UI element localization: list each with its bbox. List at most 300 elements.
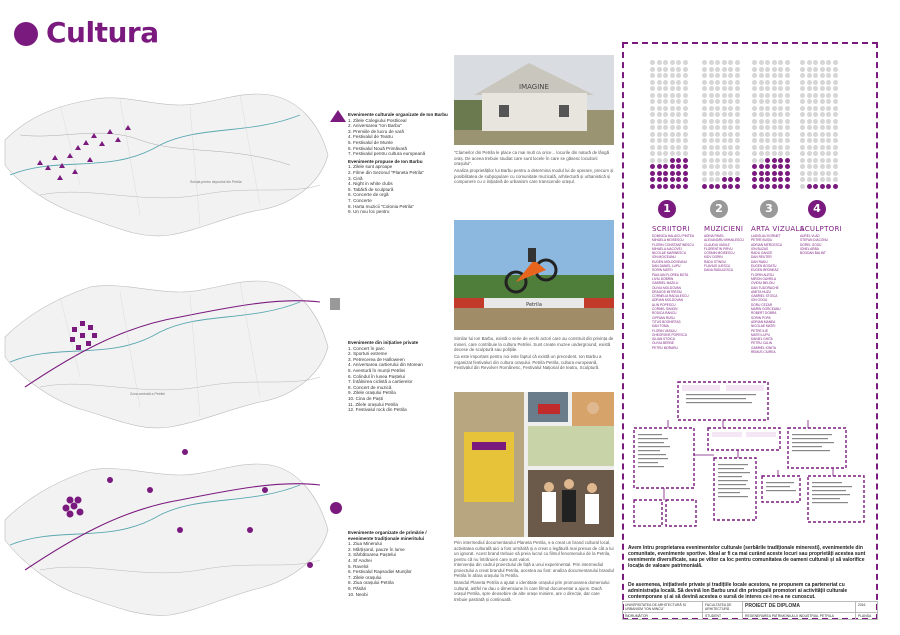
stat-dot <box>826 60 831 65</box>
stat-dot <box>709 86 714 91</box>
person-name: EUGEN BRONEAZ <box>751 268 779 273</box>
stat-dot <box>820 151 825 156</box>
stat-dot <box>807 80 812 85</box>
stat-dot <box>683 93 688 98</box>
person-name: DRAGOȘ MITRESIU <box>652 289 682 294</box>
stat-dot <box>765 93 770 98</box>
stat-dot <box>657 138 662 143</box>
stat-dot <box>785 125 790 130</box>
stat-dot <box>833 80 838 85</box>
stat-dot <box>820 112 825 117</box>
stat-dot <box>676 125 681 130</box>
person-name: SORIN POPA <box>751 315 771 320</box>
stat-dot <box>800 138 805 143</box>
person-name: OVIDIU BELOIU <box>751 281 775 286</box>
stat-dot <box>715 60 720 65</box>
legend-item: 2. Sporturi extreme <box>348 351 388 357</box>
stat-dot <box>709 99 714 104</box>
stat-dot <box>759 73 764 78</box>
stat-dot <box>670 132 675 137</box>
stat-dot <box>765 106 770 111</box>
stat-dot <box>778 184 783 189</box>
photo-sign: IMAGINE <box>519 83 549 91</box>
stat-dot <box>735 132 740 137</box>
stat-dot <box>735 125 740 130</box>
tb-faculty: FACULTATEA DE ARHITECTURĂ <box>703 602 743 613</box>
stat-dot <box>759 99 764 104</box>
stat-dot <box>778 132 783 137</box>
stat-dot <box>765 171 770 176</box>
stat-dot <box>807 86 812 91</box>
stat-dot <box>800 112 805 117</box>
stat-dot <box>709 80 714 85</box>
person-name: DAN RADU <box>751 259 768 264</box>
stat-dot <box>650 177 655 182</box>
stat-dot <box>765 67 770 72</box>
stat-dot <box>826 177 831 182</box>
stat-dot <box>778 93 783 98</box>
stat-dot <box>715 151 720 156</box>
stat-dot <box>657 171 662 176</box>
stat-dot <box>728 60 733 65</box>
stat-dot <box>728 132 733 137</box>
stat-dot <box>657 177 662 182</box>
stat-dot <box>752 86 757 91</box>
stat-dot <box>800 158 805 163</box>
stat-dot <box>759 132 764 137</box>
stat-dot <box>820 60 825 65</box>
col-header-visual-art: ARTA VIZUALA <box>751 225 805 233</box>
person-name: MIHAELA MOISESCU <box>652 238 684 243</box>
legend-item: 1. Ziua Minerului <box>348 541 382 547</box>
stat-dot <box>759 177 764 182</box>
stat-dot <box>702 67 707 72</box>
stat-dot <box>683 60 688 65</box>
stat-dot <box>765 184 770 189</box>
photo-collage <box>454 392 614 537</box>
stat-dot <box>676 138 681 143</box>
person-name: PETRU CALIN <box>751 341 773 346</box>
stat-dot <box>657 158 662 163</box>
stat-dot <box>670 164 675 169</box>
stat-dot <box>709 93 714 98</box>
stat-dot <box>833 145 838 150</box>
stat-dot <box>759 125 764 130</box>
stat-dot <box>728 184 733 189</box>
stat-dot <box>650 138 655 143</box>
stat-dot <box>670 80 675 85</box>
person-name: ANETA HUZU <box>751 289 771 294</box>
stat-dot <box>752 184 757 189</box>
stat-dot <box>683 151 688 156</box>
stat-dot <box>722 132 727 137</box>
stat-dot <box>728 177 733 182</box>
para-municipal-3: Brandul Planeta Petrila a ajutat o identitate orașului prin promovarea domeniului cultural, astfel ne dau o dimensiune în care filmul documentar a ajuns. Dacă orașul Petrila, spre deosebire de alte orașe miniere, are o direcție, dar care trebuie pastrată și continuată. <box>454 580 610 602</box>
stat-dot <box>778 138 783 143</box>
stat-dot <box>728 86 733 91</box>
stat-dot <box>826 80 831 85</box>
para-municipal-2: Intervenția din cadrul proiectului de față a unui experimental. Prin intermediul proiectului a creat brandul Petrila, acestea au fost: analiza documentarului brandul Petrila în afara orașului în Petrila. <box>454 562 614 579</box>
stat-dot <box>826 164 831 169</box>
stat-dot <box>722 177 727 182</box>
legend-item: 5. Ravelol <box>348 563 369 569</box>
stat-dot <box>650 132 655 137</box>
stat-dot <box>709 60 714 65</box>
stat-dot <box>670 99 675 104</box>
stat-dot <box>683 158 688 163</box>
map-label-2: Zona centrală a Petrilei <box>130 392 165 396</box>
person-name: ION GOGU <box>751 298 768 303</box>
stat-dot <box>759 138 764 143</box>
legend-item: 10. Neobi <box>348 591 368 597</box>
stat-dot <box>715 67 720 72</box>
stat-dot <box>813 151 818 156</box>
stat-dot <box>683 177 688 182</box>
stat-dot <box>683 106 688 111</box>
stat-dot <box>778 99 783 104</box>
legend-item: 7. Întâlnirea ciclistă a cartierelor <box>348 379 413 385</box>
stat-dot <box>735 93 740 98</box>
stat-dot <box>735 106 740 111</box>
stat-dot <box>765 151 770 156</box>
stat-dot <box>715 164 720 169</box>
stat-dot <box>702 151 707 156</box>
stat-dot <box>735 164 740 169</box>
stat-dot <box>833 132 838 137</box>
stat-dot <box>752 151 757 156</box>
legend-heading-3: Evenimente din inițiative private <box>348 340 419 345</box>
tb-student: STUDENT <box>703 613 743 620</box>
stat-dot <box>820 138 825 143</box>
number-badge-4: 4 <box>808 200 826 218</box>
stat-dot <box>676 184 681 189</box>
person-name: GABRIEL STOICA <box>751 294 778 299</box>
stat-dot <box>670 86 675 91</box>
stat-dot <box>650 67 655 72</box>
stat-dot <box>765 60 770 65</box>
stat-dot <box>800 177 805 182</box>
stat-dot <box>722 112 727 117</box>
stat-dot <box>820 80 825 85</box>
stat-dot <box>800 184 805 189</box>
stat-dot <box>676 60 681 65</box>
stat-dot <box>807 138 812 143</box>
col-header-writers: SCRIITORI <box>652 225 690 233</box>
stat-dot <box>752 119 757 124</box>
stat-dot <box>715 145 720 150</box>
stat-dot <box>657 119 662 124</box>
legend-item: 4. Festivalul de Teatru <box>348 134 393 140</box>
person-name: FLORIN CONSTANTINESCU <box>652 242 694 247</box>
stat-dot <box>820 93 825 98</box>
number-badge-3: 3 <box>760 200 778 218</box>
stat-dot <box>670 138 675 143</box>
tb-sheet: PLANȘA <box>855 613 877 620</box>
stat-dot <box>709 112 714 117</box>
person-name: ADRIAN MOLDOVAN <box>652 298 683 303</box>
person-name: NICOLAE MATEI <box>751 324 776 329</box>
legend-item: 8. Ziua orașului Petrila <box>348 580 394 586</box>
stat-dot <box>800 125 805 130</box>
stat-dot <box>772 112 777 117</box>
list-musicians <box>704 234 748 273</box>
stat-dot <box>813 138 818 143</box>
stat-dot <box>722 158 727 163</box>
stat-dot <box>765 145 770 150</box>
stat-dot <box>778 60 783 65</box>
stat-dot <box>778 171 783 176</box>
stat-dot <box>650 112 655 117</box>
col-header-musicians: MUZICIENI <box>704 225 744 233</box>
stat-dot <box>813 158 818 163</box>
stat-dot <box>728 67 733 72</box>
stat-dot <box>826 151 831 156</box>
para-barbu-2: Analiza proprietăților lui Barbu pentru a determina modul lui de operare, precum și posibilitatea de subpopulare cu comunitate muzicală, arhitectură și urbanistică și compunere cu o inițiativă de urbanism care transcende orașul. <box>454 168 614 185</box>
list-visual-art <box>751 234 797 354</box>
stat-dot <box>650 73 655 78</box>
stat-dot <box>670 119 675 124</box>
stat-dot <box>807 145 812 150</box>
stat-dot <box>650 125 655 130</box>
stat-dot <box>657 184 662 189</box>
stat-dot <box>663 119 668 124</box>
stat-dot <box>663 99 668 104</box>
stat-dot <box>735 177 740 182</box>
stat-dot <box>683 132 688 137</box>
stat-dot <box>722 99 727 104</box>
stat-dot <box>735 158 740 163</box>
stat-dot <box>650 106 655 111</box>
stat-dot <box>663 145 668 150</box>
stat-dot <box>778 119 783 124</box>
stat-dot <box>722 171 727 176</box>
conclusion-2: De asemenea, inițiativele private și tradițiile locale acestora, ne propunem ca parteneriat cu administrația locală. Să devină Ion Barbu unul din principalii promotori ai activității culturale contemporane și ai să devină acestea o sursă de interes ce-i ne-a ne cunoscut. <box>628 582 848 600</box>
stat-dot <box>702 184 707 189</box>
stat-dot <box>752 80 757 85</box>
para-barbu-1: "Clameilor din Petrila le place ca mai mult ca orice... locurile din natură de lângă oraș. De aceea trebuie studiat care sunt locele în care se găsesc locuitorii orașului". <box>454 150 610 167</box>
stat-dot <box>826 145 831 150</box>
stat-dot <box>820 171 825 176</box>
stat-dot <box>807 67 812 72</box>
legend-item: 4. Night in white clubs <box>348 181 393 187</box>
stat-dot <box>702 171 707 176</box>
stat-dot <box>650 164 655 169</box>
stat-dot <box>676 86 681 91</box>
stat-dot <box>709 177 714 182</box>
stat-dot <box>657 151 662 156</box>
stat-dot <box>833 112 838 117</box>
stat-dot <box>752 106 757 111</box>
stat-dot <box>715 177 720 182</box>
stat-dot <box>765 177 770 182</box>
stat-dot <box>663 151 668 156</box>
stat-dot <box>813 106 818 111</box>
stat-dot <box>657 164 662 169</box>
map-municipal-events <box>0 420 330 630</box>
stat-dot <box>778 151 783 156</box>
person-name: IULIAN STOICA <box>652 337 675 342</box>
stat-dot <box>807 184 812 189</box>
photo-banner: Petrila <box>526 302 542 308</box>
stat-dot <box>772 138 777 143</box>
stat-dot <box>752 164 757 169</box>
stat-dot <box>785 86 790 91</box>
person-name: CORNEL SIMION <box>652 307 678 312</box>
stat-dot <box>683 86 688 91</box>
legend-item: 5. Tabără de sculptură <box>348 186 394 192</box>
stat-dot <box>765 138 770 143</box>
stat-dot <box>807 125 812 130</box>
stat-dot <box>813 171 818 176</box>
stat-dot <box>676 164 681 169</box>
person-name: AUREL VLAD <box>800 234 820 238</box>
circle-marker <box>330 502 342 514</box>
map-private-events <box>0 232 330 442</box>
stat-dot <box>702 145 707 150</box>
stat-dot <box>807 73 812 78</box>
stat-dot <box>683 73 688 78</box>
stat-dot <box>778 158 783 163</box>
page-title: Cultura <box>46 16 159 49</box>
stat-dot <box>833 86 838 91</box>
stat-dot <box>752 73 757 78</box>
person-name: CIPRIAN RUSU <box>652 315 675 320</box>
legend-item: 7. Concerte <box>348 197 372 203</box>
stat-dot <box>752 171 757 176</box>
stat-dot <box>715 125 720 130</box>
legend-item: 9. Un nou loc pentru <box>348 209 390 215</box>
stat-dot <box>670 158 675 163</box>
legend-list-4 <box>348 541 448 597</box>
stat-dot <box>709 158 714 163</box>
stat-dot <box>702 138 707 143</box>
map-label-1: Soluția pentru depozitul din Petrila <box>190 180 242 184</box>
stat-dot <box>778 177 783 182</box>
legend-item: 7. Zilele orașului <box>348 574 382 580</box>
person-name: MARIN GORCEANU <box>751 307 781 312</box>
person-name: GABRIEL IONITA <box>751 345 776 350</box>
stat-dot <box>778 80 783 85</box>
stat-dot <box>683 112 688 117</box>
stat-dot <box>813 73 818 78</box>
person-name: MIHAELA AIACOVEI <box>652 246 682 251</box>
stat-dot <box>709 164 714 169</box>
stat-dot <box>702 80 707 85</box>
stat-dot <box>800 132 805 137</box>
stat-dot <box>650 171 655 176</box>
stat-dot <box>772 164 777 169</box>
person-name: EUGEN BOGATU <box>751 264 777 269</box>
stat-dot <box>752 158 757 163</box>
person-name: RODICA RANCU <box>652 311 677 316</box>
stat-dot <box>663 158 668 163</box>
legend-item: 6. Concerte de orgă <box>348 192 389 198</box>
stat-dot <box>709 119 714 124</box>
person-name: FLAVIUS ILIESCU <box>704 264 731 269</box>
tb-university: UNIVERSITATEA DE ARHITECTURĂ ȘI URBANISM "ION MINCU" <box>623 602 703 613</box>
person-name: ADRIAN MANEA <box>751 319 776 324</box>
stat-dot <box>715 80 720 85</box>
person-name: DORU CEZAR <box>751 302 773 307</box>
stat-dot <box>663 93 668 98</box>
stat-dot <box>702 177 707 182</box>
stat-dot <box>709 145 714 150</box>
stat-dot <box>820 164 825 169</box>
stat-dot <box>702 119 707 124</box>
stat-dot <box>807 112 812 117</box>
stat-dot <box>728 106 733 111</box>
stat-dot <box>663 67 668 72</box>
stat-dot <box>813 80 818 85</box>
person-name: GHEORGHE POPESCU <box>652 332 688 337</box>
stat-dot <box>785 60 790 65</box>
stat-dot <box>833 106 838 111</box>
stat-dot <box>807 119 812 124</box>
person-name: GABRIEL MAZILU <box>652 281 679 286</box>
person-name: OLIVIA BERNE <box>652 341 674 346</box>
stat-dot <box>715 138 720 143</box>
stat-dot <box>676 145 681 150</box>
legend-item: 2. Aniversarea "Ion Barbu" <box>348 123 402 129</box>
stat-dot <box>650 60 655 65</box>
stat-dot <box>807 93 812 98</box>
stat-dot <box>683 80 688 85</box>
stat-dot <box>735 151 740 156</box>
stat-dot <box>702 164 707 169</box>
stat-dot <box>813 119 818 124</box>
stat-dot <box>728 125 733 130</box>
stat-dot <box>715 73 720 78</box>
stat-dot <box>670 93 675 98</box>
dots-writers <box>650 60 688 189</box>
stat-dot <box>663 177 668 182</box>
stat-dot <box>778 106 783 111</box>
stat-dot <box>735 99 740 104</box>
stat-dot <box>772 60 777 65</box>
legend-item: 6. Festivalul Nouă Primăvară <box>348 145 407 151</box>
person-name: RADU OANCE <box>751 251 773 256</box>
stat-dot <box>722 80 727 85</box>
stat-dot <box>785 93 790 98</box>
legend-item: 5. Aventură în munții Petrilei <box>348 367 406 373</box>
stat-dot <box>709 73 714 78</box>
legend-item: 1. Zilele Colegiului Postliceal <box>348 117 407 123</box>
stat-dot <box>709 138 714 143</box>
stat-dot <box>800 99 805 104</box>
stat-dot <box>833 171 838 176</box>
stat-dot <box>772 93 777 98</box>
stat-dot <box>657 73 662 78</box>
stat-dot <box>800 164 805 169</box>
stat-dot <box>826 73 831 78</box>
stat-dot <box>833 184 838 189</box>
person-name: IONEL ARBA <box>800 246 819 251</box>
stat-dot <box>663 60 668 65</box>
stat-dot <box>785 164 790 169</box>
stat-dot <box>807 99 812 104</box>
stat-dot <box>670 112 675 117</box>
legend-item: 1. Concert în parc <box>348 345 385 351</box>
person-name: LADISLAU KORNET <box>751 234 781 238</box>
stat-dot <box>772 184 777 189</box>
stat-dot <box>833 158 838 163</box>
dots-sculptors <box>800 60 838 189</box>
stat-dot <box>800 93 805 98</box>
stat-dot <box>715 119 720 124</box>
stat-dot <box>683 99 688 104</box>
stat-dot <box>772 99 777 104</box>
stat-dot <box>785 80 790 85</box>
